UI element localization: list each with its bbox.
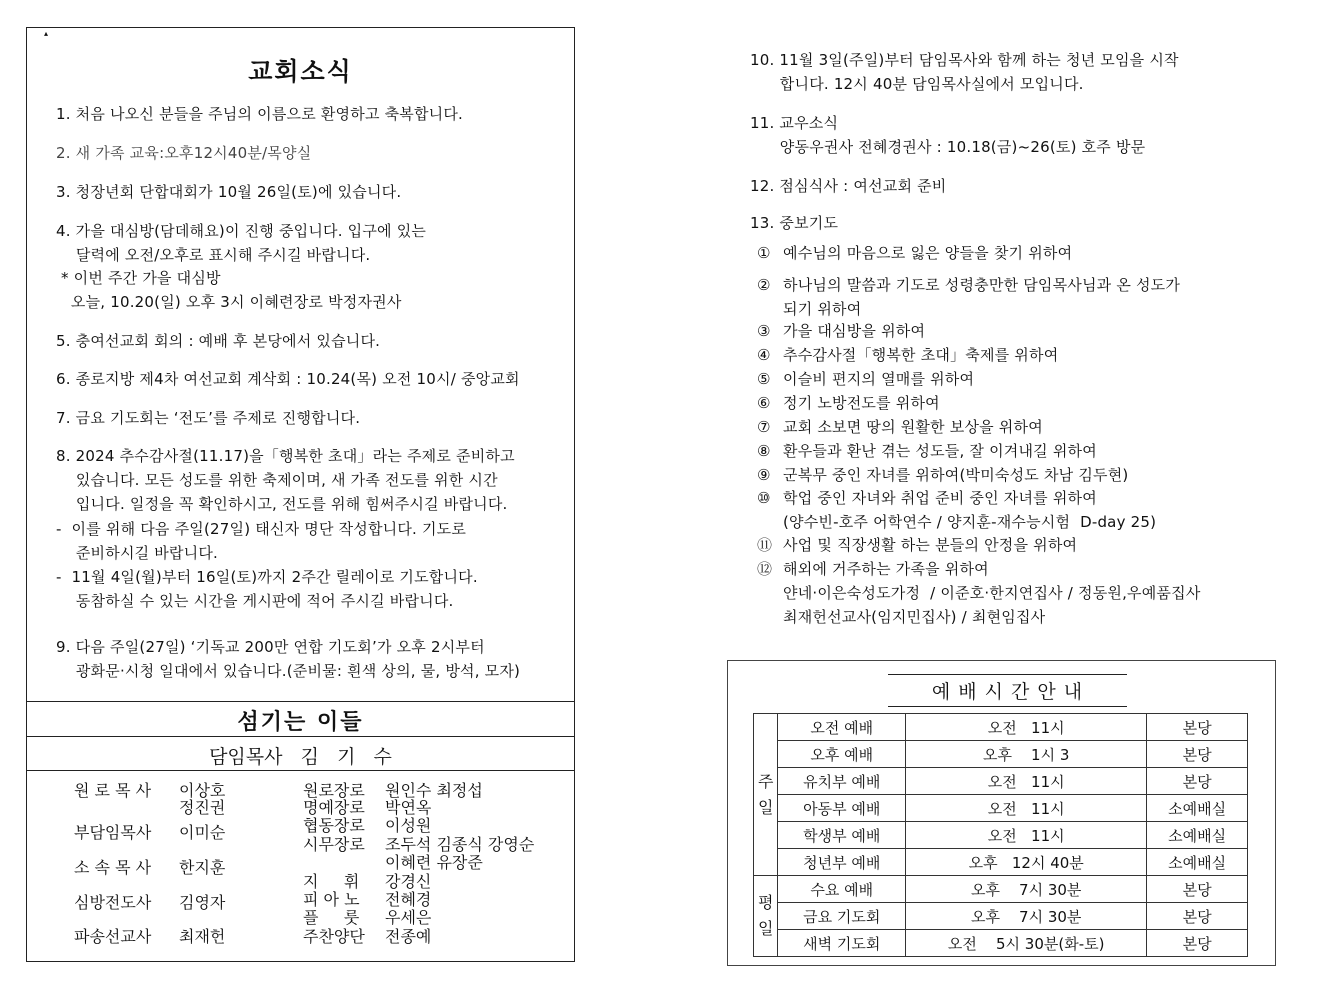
schedule-row	[754, 741, 1248, 768]
prayer-number: ④	[757, 346, 771, 364]
elder-role: 협동장로	[303, 816, 365, 835]
news-title: 교회소식	[248, 57, 353, 86]
prayer-text: 군복무 중인 자녀를 위하여(박미숙성도 차남 김두현)	[783, 466, 1129, 484]
elder-role: 시무장로	[303, 835, 365, 854]
prayer-text: 교회 소보면 땅의 원활한 보상을 위하여	[783, 418, 1043, 436]
prayer-text: 되기 위하여	[783, 300, 862, 318]
staff-role: 원 로 목 사	[74, 781, 152, 800]
news-item-9-line: 광화문·시청 일대에서 있습니다.(준비물: 흰색 상의, 물, 방석, 모자)	[56, 662, 521, 681]
schedule-time: 오전 11시	[906, 714, 1147, 741]
news-item-9-line: 9. 다음 주일(27일) ‘기독교 200만 연합 기도회’가 오후 2시부터	[56, 638, 485, 656]
schedule-place: 본당	[1147, 903, 1248, 930]
schedule-name: 수요 예배	[778, 876, 906, 903]
news-item-8-line: - 이를 위해 다음 주일(27일) 태신자 명단 작성합니다. 기도로	[56, 519, 467, 538]
servants-title: 섬기는 이들	[237, 710, 364, 735]
elder-names: 전혜경	[385, 890, 432, 909]
schedule-name: 오후 예배	[778, 741, 906, 768]
prayer-text: 얀네·이은숙성도가정 / 이준호·한지연집사 / 정동원,우예품집사	[783, 584, 1201, 602]
schedule-place: 소예배실	[1147, 795, 1248, 822]
schedule-row	[754, 903, 1248, 930]
staff-name: 김영자	[179, 893, 226, 912]
schedule-time: 오전 11시	[906, 768, 1147, 795]
schedule-time: 오후 1시 3	[906, 741, 1147, 768]
news-item-12-line: 12. 점심식사 : 여선교회 준비	[750, 177, 947, 195]
staff-name: 이상호	[179, 781, 226, 800]
staff-role: 부담임목사	[74, 823, 152, 842]
news-item-6-line: 6. 종로지방 제4차 여선교회 계삭회 : 10.24(목) 오전 10시/ 중앙교회	[56, 370, 520, 388]
schedule-place: 본당	[1147, 714, 1248, 741]
staff-role: 심방전도사	[74, 893, 152, 912]
schedule-table	[753, 713, 1248, 957]
elder-role: 명예장로	[303, 798, 365, 817]
elder-names: 원인수 최정섭	[385, 781, 483, 800]
prayer-number: ⑤	[757, 370, 771, 388]
news-item-7-line: 7. 금요 기도회는 ‘전도’를 주제로 진행합니다.	[56, 409, 361, 427]
news-item-8-line: 입니다. 일정을 꼭 확인하시고, 전도를 위해 힘써주시길 바랍니다.	[56, 495, 508, 514]
staff-role: 소 속 목 사	[74, 858, 152, 877]
schedule-row	[754, 822, 1248, 849]
schedule-name: 청년부 예배	[778, 849, 906, 876]
schedule-place: 본당	[1147, 741, 1248, 768]
prayer-number: ⑩	[757, 489, 771, 507]
prayer-text: 하나님의 말씀과 기도로 성령충만한 담임목사님과 온 성도가	[783, 276, 1181, 294]
elder-role: 원로장로	[303, 781, 365, 800]
prayer-text: 최재헌선교사(임지민집사) / 최현임집사	[783, 608, 1046, 626]
elder-role: 피 아 노	[303, 890, 360, 909]
news-item-4-line: 오늘, 10.20(일) 오후 3시 이혜련장로 박정자권사	[56, 292, 402, 311]
prayer-text: 사업 및 직장생활 하는 분들의 안정을 위하여	[783, 536, 1078, 554]
elder-role: 지 휘	[303, 872, 360, 891]
news-item-10-line: 10. 11월 3일(주일)부터 담임목사와 함께 하는 청년 모임을 시작	[750, 51, 1179, 69]
elder-names: 이혜련 유장준	[385, 853, 483, 872]
schedule-row	[754, 714, 1248, 741]
staff-name: 한지훈	[179, 858, 226, 877]
news-item-5-line: 5. 충여선교회 회의 : 예배 후 본당에서 있습니다.	[56, 332, 381, 350]
schedule-group-label: 주일	[754, 714, 778, 876]
prayer-text: 예수님의 마음으로 잃은 양들을 찾기 위하여	[783, 244, 1073, 262]
elder-names: 전종예	[385, 927, 432, 946]
servants-top-divider	[27, 701, 574, 702]
news-item-8-line: 8. 2024 추수감사절(11.17)을「행복한 초대」라는 주제로 준비하고	[56, 447, 515, 465]
schedule-row	[754, 795, 1248, 822]
prayer-text: 해외에 거주하는 가족을 위하여	[783, 560, 989, 578]
news-item-10-line: 합니다. 12시 40분 담임목사실에서 모입니다.	[750, 75, 1084, 93]
prayer-number: ⑧	[757, 442, 771, 460]
elder-role: 플 룻	[303, 908, 360, 927]
prayer-text: 환우들과 환난 겪는 성도들, 잘 이겨내길 위하여	[783, 442, 1097, 460]
schedule-row	[754, 768, 1248, 795]
schedule-row	[754, 876, 1248, 903]
news-item-2-line: 2. 새 가족 교육:오후12시40분/목양실	[56, 144, 312, 162]
news-item-11-line: 양동우권사 전혜경권사 : 10.18(금)~26(토) 호주 방문	[750, 138, 1146, 156]
prayer-number: ⑥	[757, 394, 771, 412]
schedule-time: 오전 5시 30분(화-토)	[906, 930, 1147, 957]
prayer-title: 13. 중보기도	[750, 214, 839, 232]
news-item-1-line: 1. 처음 나오신 분들을 주님의 이름으로 환영하고 축복합니다.	[56, 105, 464, 123]
schedule-place: 소예배실	[1147, 849, 1248, 876]
elder-names: 박연옥	[385, 798, 432, 817]
schedule-place: 본당	[1147, 768, 1248, 795]
prayer-number: ⑪	[757, 536, 773, 554]
prayer-number: ⑦	[757, 418, 771, 436]
news-item-3-line: 3. 청장년회 단합대회가 10월 26일(토)에 있습니다.	[56, 183, 402, 201]
news-item-4-line: 달력에 오전/오후로 표시해 주시길 바랍니다.	[56, 245, 371, 264]
staff-name: 이미순	[179, 823, 226, 842]
schedule-name: 오전 예배	[778, 714, 906, 741]
prayer-text: 추수감사절「행복한 초대」축제를 위하여	[783, 346, 1059, 364]
schedule-row	[754, 849, 1248, 876]
prayer-text: 학업 중인 자녀와 취업 준비 중인 자녀를 위하여	[783, 489, 1097, 507]
schedule-name: 아동부 예배	[778, 795, 906, 822]
schedule-group-label: 평일	[754, 876, 778, 957]
prayer-text: 이슬비 편지의 열매를 위하여	[783, 370, 975, 388]
elder-role: 주찬양단	[303, 927, 365, 946]
prayer-text: (양수빈-호주 어학연수 / 양지훈-재수능시험 D-day 25)	[783, 513, 1157, 531]
schedule-time: 오후 7시 30분	[906, 903, 1147, 930]
schedule-time: 오후 12시 40분	[906, 849, 1147, 876]
news-item-8-line: 있습니다. 모든 성도를 위한 축제이며, 새 가족 전도를 위한 시간	[56, 471, 498, 490]
elder-names: 우세은	[385, 908, 432, 927]
schedule-row	[754, 930, 1248, 957]
news-item-4-line: 4. 가을 대심방(담데해요)이 진행 중입니다. 입구에 있는	[56, 222, 427, 240]
schedule-name: 금요 기도회	[778, 903, 906, 930]
staff-name: 최재헌	[179, 927, 226, 946]
news-item-8-line: - 11월 4일(월)부터 16일(토)까지 2주간 릴레이로 기도합니다.	[56, 568, 478, 586]
elder-names: 조두석 김종식 강영순	[385, 835, 535, 854]
schedule-title: 예 배 시 간 안 내	[931, 681, 1084, 703]
prayer-number: ①	[757, 244, 771, 262]
schedule-time: 오후 7시 30분	[906, 876, 1147, 903]
schedule-time: 오전 11시	[906, 795, 1147, 822]
schedule-time: 오전 11시	[906, 822, 1147, 849]
senior-pastor: 담임목사 김 기 수	[209, 746, 392, 768]
corner-mark: ▴	[44, 29, 49, 38]
schedule-place: 본당	[1147, 930, 1248, 957]
schedule-name: 유치부 예배	[778, 768, 906, 795]
schedule-name: 학생부 예배	[778, 822, 906, 849]
schedule-place: 본당	[1147, 876, 1248, 903]
schedule-title-bottom-line	[888, 706, 1127, 707]
schedule-title-top-line	[888, 674, 1127, 675]
servants-bottom-divider	[27, 770, 574, 771]
news-item-8-line: 준비하시길 바랍니다.	[56, 543, 219, 562]
news-item-4-line: * 이번 주간 가을 대심방	[56, 269, 221, 287]
servants-mid-divider	[27, 736, 574, 737]
prayer-text: 정기 노방전도를 위하여	[783, 394, 940, 412]
prayer-number: ⑫	[757, 560, 773, 578]
staff-name: 정진권	[179, 798, 226, 817]
news-item-11-line: 11. 교우소식	[750, 114, 839, 132]
prayer-text: 가을 대심방을 위하여	[783, 322, 926, 340]
prayer-number: ⑨	[757, 466, 771, 484]
schedule-place: 소예배실	[1147, 822, 1248, 849]
staff-role: 파송선교사	[74, 927, 152, 946]
schedule-name: 새벽 기도회	[778, 930, 906, 957]
news-item-8-line: 동참하실 수 있는 시간을 게시판에 적어 주시길 바랍니다.	[56, 592, 454, 611]
prayer-number: ②	[757, 276, 771, 294]
elder-names: 강경신	[385, 872, 432, 891]
prayer-number: ③	[757, 322, 771, 340]
elder-names: 이성원	[385, 816, 432, 835]
